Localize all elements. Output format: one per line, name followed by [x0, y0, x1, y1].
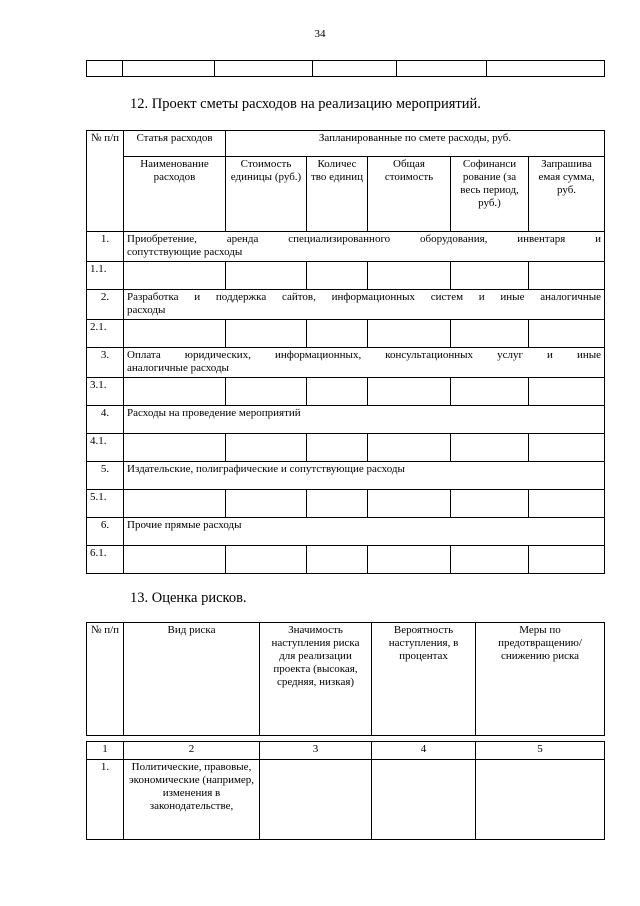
table-row	[87, 760, 605, 840]
header-unit-cost: Стоимость единицы (руб.)	[226, 157, 307, 232]
header-significance: Значимость наступления риска для реализации проекта (высокая, средняя, низкая)	[260, 623, 372, 736]
row-num: 4.	[87, 406, 124, 434]
row-num: 1.	[87, 760, 124, 840]
table-row	[87, 518, 605, 546]
col-number: 3	[260, 742, 372, 760]
row-sub-num: 5.1.	[87, 490, 124, 518]
header-probability: Вероятность наступления, в процентах	[372, 623, 476, 736]
table-row	[87, 320, 605, 348]
section-12-title: 12. Проект сметы расходов на реализацию мероприятий.	[130, 96, 481, 112]
col-number: 1	[87, 742, 124, 760]
row-num: 1.	[87, 232, 124, 262]
table-row	[87, 378, 605, 406]
row-text: Расходы на проведение мероприятий	[124, 406, 605, 434]
table-row	[87, 490, 605, 518]
table-row	[87, 348, 605, 378]
table-row	[87, 546, 605, 574]
row-sub-num: 6.1.	[87, 546, 124, 574]
row-text-line: Оплата юридических, информационных, консультационных услуг и иные	[127, 349, 602, 361]
row-sub-num: 2.1.	[87, 320, 124, 348]
col-number: 2	[124, 742, 260, 760]
top-partial-table	[86, 60, 605, 77]
table-row	[87, 406, 605, 434]
row-text: Издательские, полиграфические и сопутствующие расходы	[124, 462, 605, 490]
table-row	[87, 232, 605, 262]
header-measures: Меры по предотвращению/ снижению риска	[476, 623, 605, 736]
risk-type-cell: Политические, правовые, экономические (например, изменения в законодательстве,	[124, 760, 260, 840]
row-text-line: Приобретение, аренда специализированного оборудования, инвентаря и	[127, 233, 602, 245]
table-row	[87, 434, 605, 462]
table-row	[87, 290, 605, 320]
row-sub-num: 4.1.	[87, 434, 124, 462]
row-text	[124, 290, 605, 320]
column-number-row	[87, 742, 605, 760]
row-sub-num: 3.1.	[87, 378, 124, 406]
row-text-line: Разработка и поддержка сайтов, информационных систем и иные аналогичные	[127, 291, 602, 303]
section-13-title: 13. Оценка рисков.	[130, 590, 247, 606]
row-num: 5.	[87, 462, 124, 490]
row-text	[124, 232, 605, 262]
header-quantity: Количес тво единиц	[307, 157, 368, 232]
header-num: № п/п	[87, 623, 124, 736]
row-text-line: расходы	[127, 304, 166, 316]
header-name: Наименование расходов	[124, 157, 226, 232]
risk-table	[86, 622, 605, 840]
row-num: 3.	[87, 348, 124, 378]
row-num: 2.	[87, 290, 124, 320]
table-row	[87, 462, 605, 490]
header-num: № п/п	[87, 131, 124, 232]
row-num: 6.	[87, 518, 124, 546]
row-text: Прочие прямые расходы	[124, 518, 605, 546]
header-requested: Запрашива емая сумма, руб.	[529, 157, 605, 232]
page-number: 34	[314, 28, 326, 40]
col-number: 4	[372, 742, 476, 760]
row-text-line: сопутствующие расходы	[127, 246, 243, 258]
table-row	[87, 262, 605, 290]
header-risk-type: Вид риска	[124, 623, 260, 736]
budget-table	[86, 130, 605, 574]
row-text-line: аналогичные расходы	[127, 362, 229, 374]
header-planned: Запланированные по смете расходы, руб.	[226, 131, 605, 157]
header-cofinancing: Софинанси рование (за весь период, руб.)	[451, 157, 529, 232]
col-number: 5	[476, 742, 605, 760]
header-expense-item: Статья расходов	[124, 131, 226, 157]
row-text	[124, 348, 605, 378]
row-sub-num: 1.1.	[87, 262, 124, 290]
header-total: Общая стоимость	[368, 157, 451, 232]
